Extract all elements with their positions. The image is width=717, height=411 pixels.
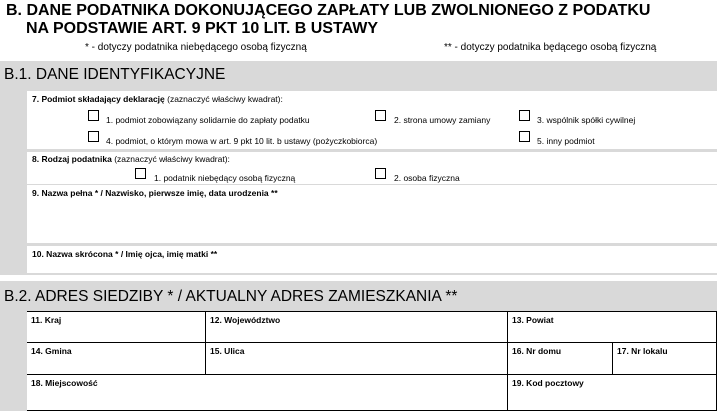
checkbox-7-4[interactable] xyxy=(88,131,99,142)
field-9-label: 9. Nazwa pełna * / Nazwisko, pierwsze imię, data urodzenia ** xyxy=(32,188,278,198)
field-18-label: 18. Miejscowość xyxy=(31,378,98,388)
footnote-non-natural-person: * - dotyczy podatnika niebędącego osobą fizyczną xyxy=(85,42,307,53)
footnote-natural-person: ** - dotyczy podatnika będącego osobą fizyczną xyxy=(444,42,657,53)
field-7-panel xyxy=(27,91,717,149)
checkbox-7-5[interactable] xyxy=(519,131,530,142)
field-15-input[interactable] xyxy=(206,343,508,375)
option-8-1-label: 1. podatnik niebędący osobą fizyczną xyxy=(154,173,296,183)
field-8-hint: (zaznaczyć właściwy kwadrat): xyxy=(111,154,230,164)
field-19-label: 19. Kod pocztowy xyxy=(512,378,584,388)
checkbox-7-2[interactable] xyxy=(375,110,386,121)
checkbox-7-3[interactable] xyxy=(519,110,530,121)
section-b-header xyxy=(6,0,711,58)
field-18-input[interactable] xyxy=(27,375,508,411)
section-b-title-line1: B. DANE PODATNIKA DOKONUJĄCEGO ZAPŁATY LUB ZWOLNIONEGO Z PODATKU xyxy=(6,2,651,19)
field-11-input[interactable] xyxy=(27,312,206,343)
option-8-2-label: 2. osoba fizyczna xyxy=(394,173,460,183)
field-13-input[interactable] xyxy=(508,312,717,343)
field-17-label: 17. Nr lokalu xyxy=(617,346,668,356)
field-15-label: 15. Ulica xyxy=(210,346,245,356)
option-7-4-label: 4. podmiot, o którym mowa w art. 9 pkt 10 lit. b ustawy (pożyczkobiorca) xyxy=(106,136,378,146)
section-b1-band xyxy=(0,61,717,275)
section-b1-heading: B.1. DANE IDENTYFIKACYJNE xyxy=(4,66,226,83)
option-7-3-label: 3. wspólnik spółki cywilnej xyxy=(537,115,636,125)
field-10-input[interactable] xyxy=(27,246,717,273)
field-16-label: 16. Nr domu xyxy=(512,346,562,356)
field-8-label xyxy=(32,154,230,164)
section-b2-band xyxy=(0,281,717,411)
field-7-label xyxy=(32,94,283,104)
field-14-input[interactable] xyxy=(27,343,206,375)
field-13-label: 13. Powiat xyxy=(512,315,554,325)
section-b2-heading: B.2. ADRES SIEDZIBY * / AKTUALNY ADRES ZAMIESZKANIA ** xyxy=(4,288,458,305)
field-8-title: 8. Rodzaj podatnika xyxy=(32,154,112,164)
field-12-input[interactable] xyxy=(206,312,508,343)
field-8-panel xyxy=(27,152,717,184)
field-19-input[interactable] xyxy=(508,375,717,411)
field-17-input[interactable] xyxy=(613,343,717,375)
checkbox-7-1[interactable] xyxy=(88,110,99,121)
field-7-hint: (zaznaczyć właściwy kwadrat): xyxy=(164,94,283,104)
field-14-label: 14. Gmina xyxy=(31,346,72,356)
field-12-label: 12. Województwo xyxy=(210,315,281,325)
checkbox-8-1[interactable] xyxy=(135,168,146,179)
field-11-label: 11. Kraj xyxy=(31,315,62,325)
option-7-1-label: 1. podmiot zobowiązany solidarnie do zapłaty podatku xyxy=(106,115,310,125)
field-16-input[interactable] xyxy=(508,343,613,375)
field-7-title: 7. Podmiot składający deklarację xyxy=(32,94,165,104)
checkbox-8-2[interactable] xyxy=(375,168,386,179)
field-10-label: 10. Nazwa skrócona * / Imię ojca, imię matki ** xyxy=(32,249,218,259)
field-9-input[interactable] xyxy=(27,185,717,243)
section-b-title-line2: NA PODSTAWIE ART. 9 PKT 10 LIT. B USTAWY xyxy=(26,20,379,37)
option-7-5-label: 5. inny podmiot xyxy=(537,136,595,146)
option-7-2-label: 2. strona umowy zamiany xyxy=(394,115,491,125)
